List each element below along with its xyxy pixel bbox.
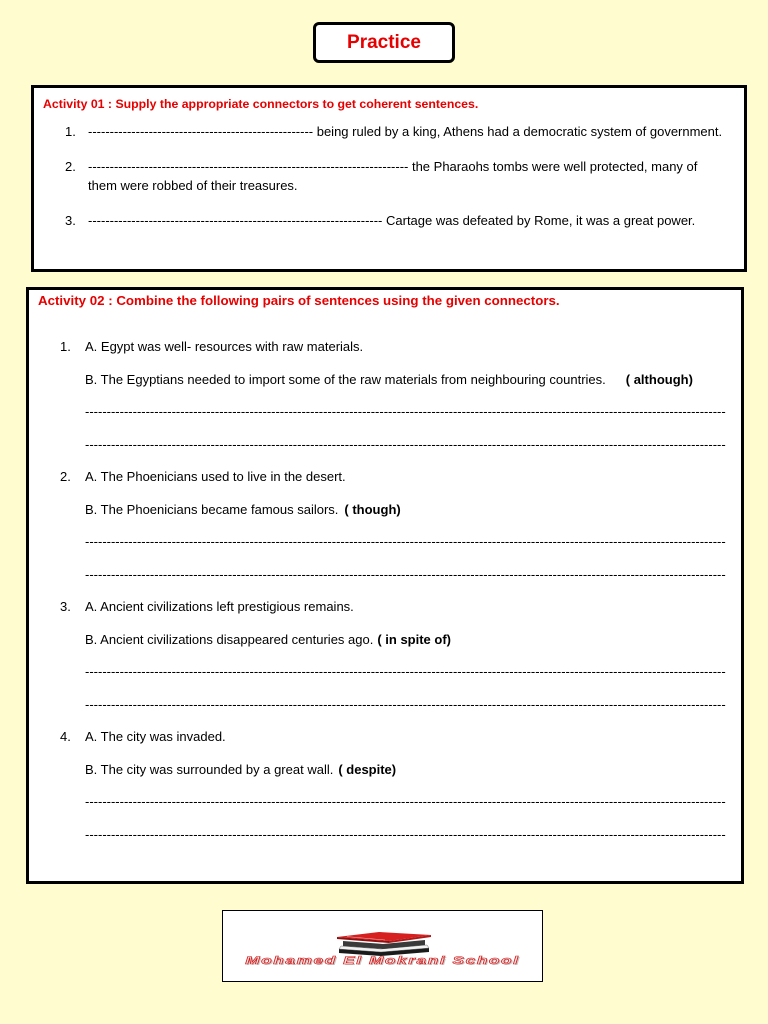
activity-02-box: [26, 287, 744, 884]
list-item: [60, 598, 726, 728]
fill-in-sentence: -------------------------------------------------------------------- Cartage was defeated by Rome, it was a great power.: [88, 213, 696, 228]
item-number: 1.: [60, 339, 71, 354]
sentence-b: B. The Egyptians needed to import some of the raw materials from neighbouring countries.: [85, 371, 606, 387]
activity-02-list: [60, 338, 726, 858]
sentence-a: A. Ancient civilizations left prestigious remains.: [85, 599, 354, 614]
sentence-b: B. The Phoenicians became famous sailors.: [85, 501, 339, 517]
sentence-a-row: [60, 468, 726, 501]
list-item: [60, 338, 726, 468]
item-number: 2.: [65, 159, 76, 174]
item-number: 2.: [60, 469, 71, 484]
connector-hint: ( despite): [338, 761, 397, 777]
sentence-b-row: [60, 501, 726, 534]
item-text: [88, 211, 695, 230]
item-text: [88, 122, 722, 141]
item-text: [88, 157, 697, 195]
answer-line: ----------------------------------------------------------------------------------------------------------------------------------------------------: [85, 566, 726, 582]
sentence-a-row: [60, 338, 726, 371]
list-item: [65, 211, 722, 230]
activity-01-list: [65, 122, 722, 246]
item-number: 4.: [60, 729, 71, 744]
answer-line: ----------------------------------------------------------------------------------------------------------------------------------------------------: [85, 404, 726, 419]
fill-in-sentence: -------------------------------------------------------------------------- the Pharaohs tombs were well protected, many of: [88, 159, 698, 174]
answer-line: ----------------------------------------------------------------------------------------------------------------------------------------------------: [85, 664, 726, 679]
connector-hint: ( in spite of): [377, 631, 452, 647]
sentence-a-row: [60, 728, 726, 761]
page-title: Practice: [347, 31, 421, 53]
connector-hint: ( although): [625, 371, 693, 387]
list-item: [65, 157, 722, 195]
fill-in-sentence: ---------------------------------------------------- being ruled by a king, Athens had a democratic system of government.: [88, 124, 723, 139]
answer-line: ----------------------------------------------------------------------------------------------------------------------------------------------------: [85, 696, 726, 712]
sentence-b-row: [60, 761, 726, 794]
connector-hint: ( though): [344, 501, 401, 517]
answer-line: ----------------------------------------------------------------------------------------------------------------------------------------------------: [85, 794, 726, 809]
item-number: 1.: [65, 124, 76, 139]
sentence-b: B. Ancient civilizations disappeared centuries ago.: [85, 631, 374, 647]
answer-line: ----------------------------------------------------------------------------------------------------------------------------------------------------: [85, 534, 726, 549]
title-box: [313, 22, 455, 63]
sentence-a-row: [60, 598, 726, 631]
item-number: 3.: [60, 599, 71, 614]
logo-text-wrapper: [223, 953, 542, 968]
activity-01-heading: Activity 01 : Supply the appropriate connectors to get coherent sentences.: [43, 97, 479, 111]
list-item: [60, 728, 726, 858]
logo-text: Mohamed El Mokrani School: [245, 955, 520, 967]
answer-line: ----------------------------------------------------------------------------------------------------------------------------------------------------: [85, 826, 726, 842]
sentence-b: B. The city was surrounded by a great wall.: [85, 761, 334, 777]
sentence-b-row: [60, 631, 726, 664]
sentence-a: A. The Phoenicians used to live in the desert.: [85, 469, 346, 484]
sentence-a: A. Egypt was well- resources with raw materials.: [85, 339, 364, 354]
item-number: 3.: [65, 213, 76, 228]
activity-01-box: [31, 85, 747, 272]
sentence-b-row: [60, 371, 726, 404]
list-item: [65, 122, 722, 141]
fill-in-sentence-continued: them were robbed of their treasures.: [88, 178, 298, 193]
activity-02-heading: Activity 02 : Combine the following pairs of sentences using the given connectors.: [38, 293, 560, 308]
list-item: [60, 468, 726, 598]
school-logo: [222, 910, 543, 982]
answer-line: ----------------------------------------------------------------------------------------------------------------------------------------------------: [85, 436, 726, 452]
sentence-a: A. The city was invaded.: [85, 729, 226, 744]
